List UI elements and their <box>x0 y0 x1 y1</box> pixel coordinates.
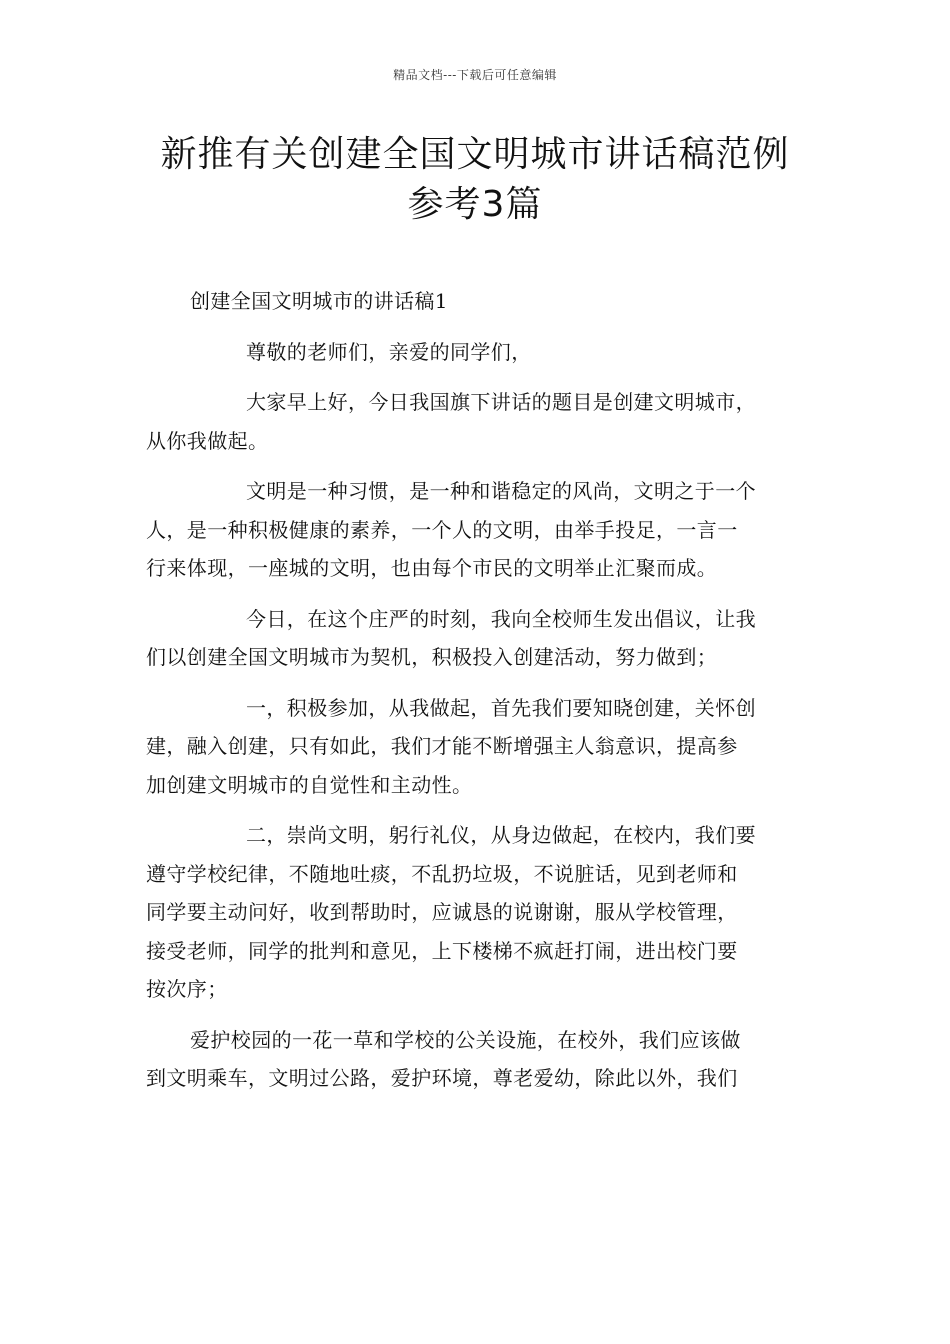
paragraph-line: 按次序； <box>146 977 228 1001</box>
paragraph-line: 二，崇尚文明，躬行礼仪，从身边做起，在校内，我们要 <box>246 823 756 847</box>
paragraph <box>146 1021 806 1098</box>
paragraph-line: 同学要主动问好，收到帮助时，应诚恳的说谢谢，服从学校管理， <box>146 900 738 924</box>
paragraph <box>146 333 806 372</box>
title-line: 参考3篇 <box>407 184 543 225</box>
paragraph-line: 一，积极参加，从我做起，首先我们要知晓创建，关怀创 <box>246 695 756 720</box>
paragraph-line: 尊敬的老师们，亲爱的同学们， <box>246 339 532 364</box>
document-body <box>146 282 806 1110</box>
paragraph <box>146 689 806 805</box>
paragraph-line: 文明是一种习惯，是一种和谐稳定的风尚，文明之于一个 <box>246 479 756 503</box>
paragraph-line: 创建全国文明城市的讲话稿1 <box>190 289 448 313</box>
paragraph <box>146 600 806 677</box>
paragraph-line: 到文明乘车，文明过公路，爱护环境，尊老爱幼，除此以外，我们 <box>146 1066 738 1090</box>
paragraph-line: 接受老师，同学的批判和意见，上下楼梯不疯赶打闹，进出校门要 <box>146 938 738 963</box>
paragraph <box>146 282 806 321</box>
paragraph <box>146 816 806 1009</box>
paragraph-line: 人，是一种积极健康的素养，一个人的文明，由举手投足，一言一 <box>146 517 738 542</box>
paragraph <box>146 383 806 460</box>
paragraph <box>146 472 806 588</box>
paragraph-line: 行来体现，一座城的文明，也由每个市民的文明举止汇聚而成。 <box>146 556 718 580</box>
paragraph-line: 爱护校园的一花一草和学校的公关设施，在校外，我们应该做 <box>190 1027 741 1052</box>
paragraph-line: 加创建文明城市的自觉性和主动性。 <box>146 772 473 797</box>
document-title <box>120 130 830 230</box>
paragraph-line: 今日，在这个庄严的时刻，我向全校师生发出倡议，让我 <box>246 606 756 631</box>
paragraph-line: 从你我做起。 <box>146 428 269 453</box>
paragraph-line: 遵守学校纪律，不随地吐痰，不乱扔垃圾，不说脏话，见到老师和 <box>146 861 738 886</box>
paragraph-line: 建，融入创建，只有如此，我们才能不断增强主人翁意识，提高参 <box>146 734 738 758</box>
paragraph-line: 大家早上好，今日我国旗下讲话的题目是创建文明城市， <box>246 390 756 414</box>
title-line: 新推有关创建全国文明城市讲话稿范例 <box>160 134 790 175</box>
header-note: 精品文档---下载后可任意编辑 <box>393 68 557 82</box>
paragraph-line: 们以创建全国文明城市为契机，积极投入创建活动，努力做到； <box>146 645 718 669</box>
